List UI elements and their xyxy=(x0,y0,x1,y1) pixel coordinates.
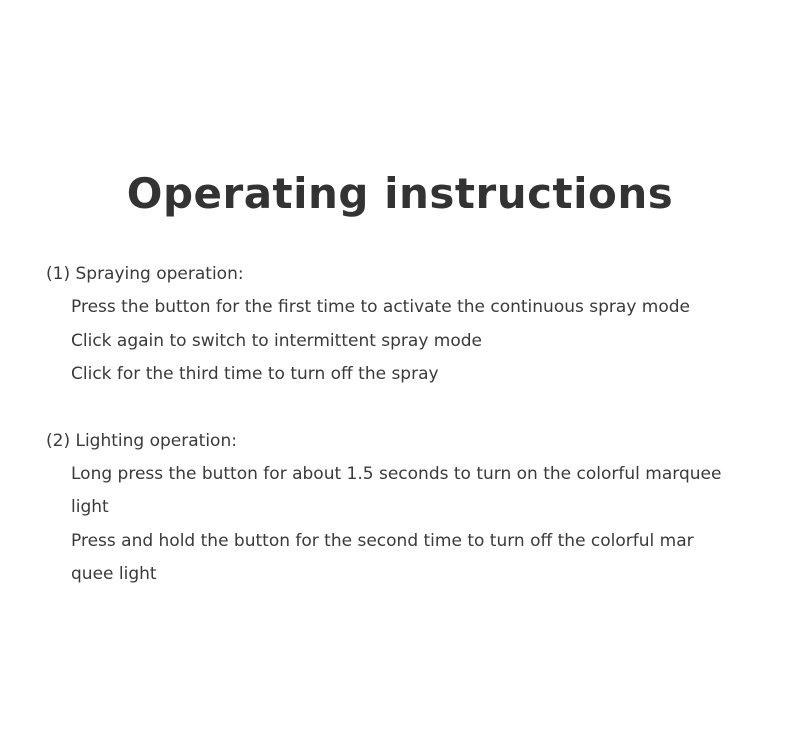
spraying-section xyxy=(46,258,766,392)
instruction-line: quee light xyxy=(71,564,157,585)
instruction-line: Click for the third time to turn off the spray xyxy=(71,364,439,385)
instruction-line: light xyxy=(71,497,109,518)
instruction-line: Press the button for the first time to activate the continuous spray mode xyxy=(71,297,690,318)
section-heading: (2) Lighting operation: xyxy=(46,430,237,451)
lighting-section xyxy=(46,425,766,592)
instruction-line: Click again to switch to intermittent spray mode xyxy=(71,330,483,351)
instructions-body xyxy=(46,258,766,592)
section-heading: (1) Spraying operation: xyxy=(46,264,244,284)
page-title: Operating instructions xyxy=(126,169,674,219)
instruction-line: Long press the button for about 1.5 seconds to turn on the colorful marquee xyxy=(71,464,722,485)
instruction-line: Press and hold the button for the second time to turn off the colorful mar xyxy=(71,530,694,551)
